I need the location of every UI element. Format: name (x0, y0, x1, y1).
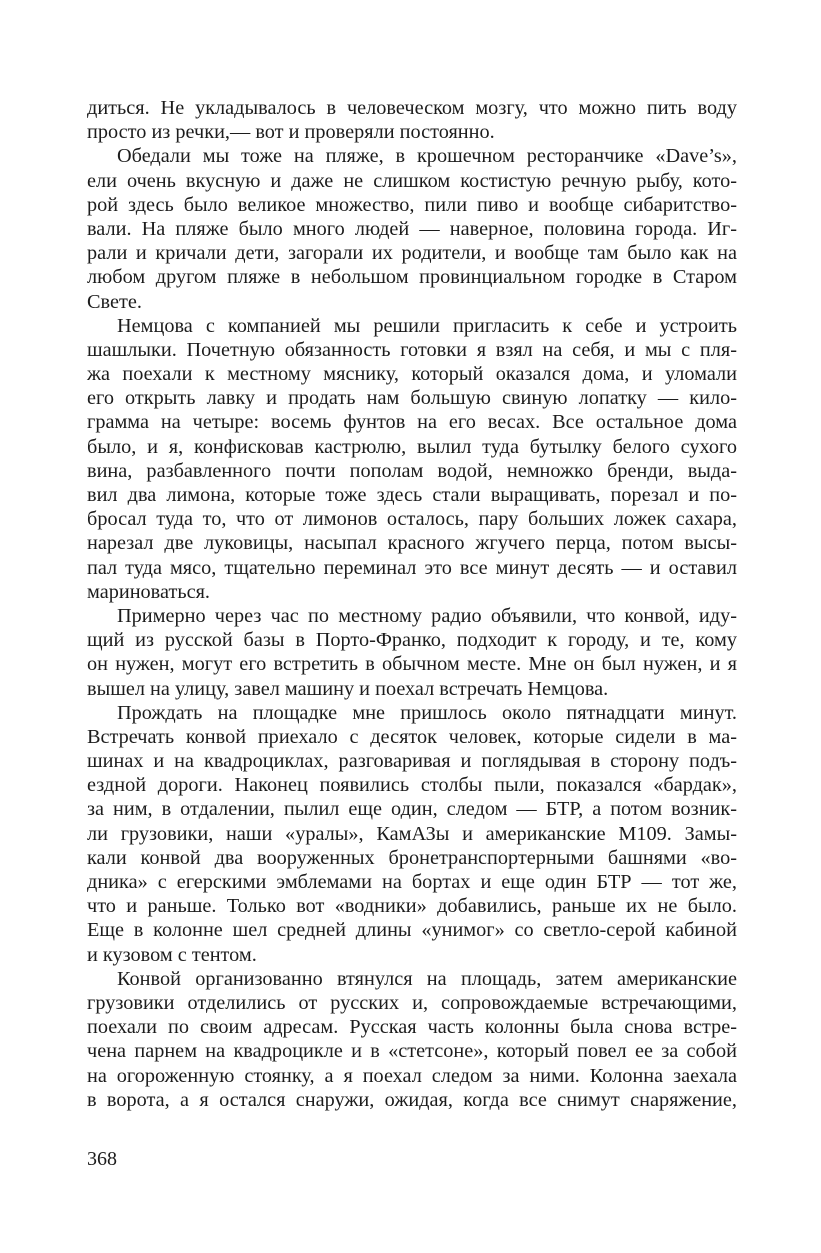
text-line: в ворота, а я остался снаружи, ожидая, когда все снимут снаряжение, (87, 1088, 737, 1111)
text-line: он нужен, могут его встретить в обычном месте. Мне он был нужен, и я (87, 653, 737, 676)
text-line: любом другом пляже в небольшом провинциальном городке в Старом (87, 266, 737, 289)
page-number: 368 (87, 1148, 117, 1170)
text-line: грузовики отделились от русских и, сопровождаемые встречающими, (87, 991, 737, 1014)
text-line: Немцова с компанией мы решили пригласить к себе и устроить (117, 314, 737, 337)
text-line: поехали по своим адресам. Русская часть колонны была снова встре- (87, 1016, 737, 1039)
text-line: пал туда мясо, тщательно переминал это все минут десять — и оставил (87, 556, 737, 579)
text-line: Свете. (87, 290, 142, 313)
text-line: вали. На пляже было много людей — наверное, половина города. Иг- (87, 217, 737, 240)
text-line: рой здесь было великое множество, пили пиво и вообще сибаритство- (87, 193, 737, 216)
text-line: ездной дороги. Наконец появились столбы пыли, показался «бардак», (87, 774, 737, 797)
text-line: чена парнем на квадроцикле и в «стетсоне», который повел ее за собой (87, 1040, 737, 1063)
text-line: ли грузовики, наши «уралы», КамАЗы и американские М109. Замы- (87, 822, 737, 845)
text-line: ели очень вкусную и даже не слишком костистую речную рыбу, кото- (87, 169, 737, 192)
text-line: Еще в колонне шел средней длины «унимог» со светло-серой кабиной (87, 919, 737, 942)
text-line: диться. Не укладывалось в человеческом мозгу, что можно пить воду (87, 97, 737, 119)
text-line: мариноваться. (87, 580, 210, 603)
text-line: вышел на улицу, завел машину и поехал встречать Немцова. (87, 677, 609, 700)
text-line: за ним, в отдалении, пылил еще один, следом — БТР, а потом возник- (87, 798, 737, 821)
text-line: вина, разбавленного почти пополам водой, немножко бренди, выда- (87, 459, 737, 482)
text-line: вил два лимона, которые тоже здесь стали выращивать, порезал и по- (87, 484, 737, 506)
text-line: Примерно через час по местному радио объявили, что конвой, иду- (117, 604, 737, 627)
text-line: щий из русской базы в Порто-Франко, подходит к городу, и те, кому (87, 629, 737, 652)
text-line: Прождать на площадке мне пришлось около пятнадцати минут. (117, 701, 737, 724)
text-line: дника» с егерскими эмблемами на бортах и еще один БТР — тот же, (87, 871, 737, 893)
text-line: на огороженную стоянку, а я поехал следом за ними. Колонна заехала (87, 1064, 737, 1087)
text-line: бросал туда то, что от лимонов осталось, пару больших ложек сахара, (87, 508, 737, 531)
text-line: шинах и на квадроциклах, разговаривая и поглядывая в сторону подъ- (87, 750, 737, 773)
text-line: и кузовом с тентом. (87, 943, 257, 966)
text-line: нарезал две луковицы, насыпал красного жгучего перца, потом высы- (87, 532, 737, 555)
text-line: шашлыки. Почетную обязанность готовки я взял на себя, и мы с пля- (87, 338, 737, 361)
text-line: было, и я, конфисковав кастрюлю, вылил туда бутылку белого сухого (87, 435, 737, 458)
page-body-text (87, 96, 737, 1112)
text-line: Встречать конвой приехало с десяток человек, которые сидели в ма- (87, 725, 737, 748)
text-line: что и раньше. Только вот «водники» добавились, раньше их не было. (87, 895, 737, 918)
text-line: Конвой организованно втянулся на площадь, затем американские (117, 967, 737, 990)
text-line: кали конвой два вооруженных бронетранспортерными башнями «во- (87, 846, 737, 869)
text-line: просто из речки,— вот и проверяли постоянно. (87, 121, 495, 144)
text-line: Обедали мы тоже на пляже, в крошечном ресторанчике «Dave’s», (117, 145, 737, 168)
text-line: грамма на четыре: восемь фунтов на его весах. Все остальное дома (87, 411, 737, 434)
text-line: жа поехали к местному мяснику, который оказался дома, и уломали (87, 363, 737, 386)
text-line: его открыть лавку и продать нам большую свиную лопатку — кило- (87, 387, 737, 410)
text-line: рали и кричали дети, загорали их родители, и вообще там было как на (87, 242, 737, 265)
